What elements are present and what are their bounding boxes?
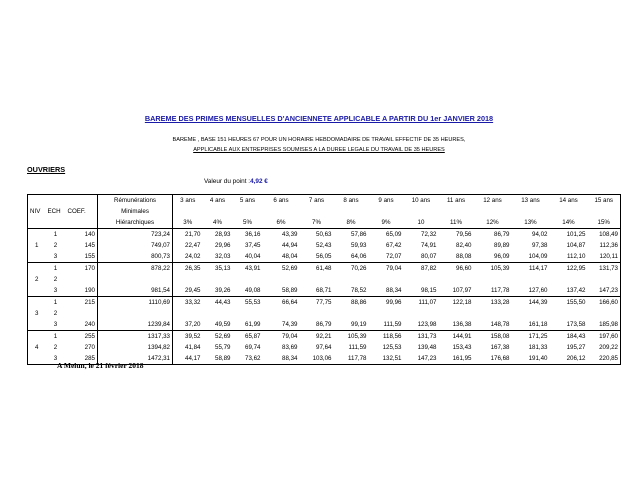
coef-cell: 240 <box>66 319 98 331</box>
premium-cell: 50,63 <box>316 231 332 238</box>
premium-cell: 87,82 <box>421 265 437 272</box>
premium-cell <box>550 308 588 319</box>
premium-cell: 61,48 <box>316 265 332 272</box>
premium-cell: 65,87 <box>245 333 261 340</box>
coef-cell: 145 <box>66 240 98 251</box>
premium-cell <box>173 308 203 319</box>
table-row <box>28 263 621 275</box>
header-years-12: 12 ans <box>474 195 512 207</box>
premium-cell: 72,07 <box>369 251 404 263</box>
point-value-line <box>204 178 268 185</box>
premium-cell: 117,78 <box>474 285 512 297</box>
premium-cell <box>233 308 263 319</box>
niv-cell: 4 <box>28 342 46 353</box>
header-blank <box>28 217 46 229</box>
premium-cell <box>369 308 404 319</box>
premium-cell <box>588 274 621 285</box>
point-value-label: Valeur du point : <box>204 178 251 185</box>
premium-cell: 66,64 <box>282 299 298 306</box>
premium-cell: 94,02 <box>532 231 548 238</box>
header-pct: 15% <box>588 217 621 229</box>
premium-cell: 136,38 <box>439 319 474 331</box>
premium-cell: 92,21 <box>316 333 332 340</box>
premium-cell: 88,08 <box>439 251 474 263</box>
header-row-percent <box>28 217 621 229</box>
premium-cell: 39,52 <box>185 333 201 340</box>
ech-cell: 2 <box>53 344 58 351</box>
header-rem-line2: Minimales <box>98 206 173 217</box>
premium-cell: 147,23 <box>404 353 439 365</box>
header-pct: 8% <box>334 217 369 229</box>
subtitle-base: BAREME , BASE 151 HEURES 67 POUR UN HORAIRE HEBDOMADAIRE DE TRAVAIL EFFECTIF DE 35 HEURES, <box>172 137 466 143</box>
header-pct: 10 <box>404 217 439 229</box>
niv-cell: 3 <box>28 308 46 319</box>
premium-cell: 49,59 <box>203 319 233 331</box>
premium-cell <box>588 308 621 319</box>
premium-cell: 58,89 <box>263 285 300 297</box>
premium-cell: 105,39 <box>490 265 510 272</box>
header-pct: 11% <box>439 217 474 229</box>
niv-cell: 2 <box>28 274 46 285</box>
premium-cell: 139,48 <box>417 344 437 351</box>
coef-cell <box>66 308 98 319</box>
premium-cell <box>300 274 334 285</box>
premium-cell: 49,08 <box>233 285 263 297</box>
premium-cell: 32,03 <box>203 251 233 263</box>
premium-cell <box>439 308 474 319</box>
rem-cell <box>98 308 173 319</box>
header-blank <box>474 206 512 217</box>
premium-cell: 74,91 <box>421 242 437 249</box>
premium-cell: 133,28 <box>490 299 510 306</box>
premium-cell: 161,95 <box>439 353 474 365</box>
header-pct: 3% <box>173 217 203 229</box>
rem-cell <box>98 274 173 285</box>
premium-cell: 39,26 <box>203 285 233 297</box>
premium-cell: 40,04 <box>233 251 263 263</box>
document-title: BAREME DES PRIMES MENSUELLES D'ANCIENNETE APPLICABLE A PARTIR DU 1er JANVIER 2018 <box>144 114 494 123</box>
header-years-3: 3 ans <box>173 195 203 207</box>
premium-cell: 79,04 <box>386 265 402 272</box>
coef-cell <box>66 274 98 285</box>
premium-cell: 64,06 <box>334 251 369 263</box>
header-pct: 6% <box>263 217 300 229</box>
header-niv: NIV <box>28 206 46 217</box>
premium-cell: 104,09 <box>512 251 550 263</box>
signature-line: A Melun, le 21 février 2018 <box>57 361 144 370</box>
premium-cell: 58,89 <box>203 353 233 365</box>
premium-cell <box>263 308 300 319</box>
header-years-14: 14 ans <box>550 195 588 207</box>
premium-cell: 28,93 <box>215 231 231 238</box>
premium-cell: 120,11 <box>588 251 621 263</box>
header-years-7: 7 ans <box>300 195 334 207</box>
premium-cell: 24,02 <box>173 251 203 263</box>
header-row-years <box>28 195 621 207</box>
section-heading: OUVRIERS <box>27 165 66 174</box>
header-years-11: 11 ans <box>439 195 474 207</box>
premium-cell: 209,22 <box>588 342 621 353</box>
header-years-13: 13 ans <box>512 195 550 207</box>
premium-cell: 220,85 <box>588 353 621 365</box>
header-blank <box>439 206 474 217</box>
header-coef: COEF. <box>66 206 98 217</box>
premium-cell: 184,43 <box>566 333 586 340</box>
rem-cell: 1472,31 <box>98 353 173 365</box>
premium-cell: 29,45 <box>173 285 203 297</box>
premium-cell: 52,69 <box>282 265 298 272</box>
header-blank <box>334 206 369 217</box>
header-pct: 12% <box>474 217 512 229</box>
header-blank <box>300 206 334 217</box>
premium-cell <box>334 308 369 319</box>
header-blank <box>173 206 203 217</box>
header-blank <box>46 195 66 207</box>
niv-cell <box>28 353 46 365</box>
premium-cell: 185,98 <box>588 319 621 331</box>
premium-cell: 176,68 <box>474 353 512 365</box>
premium-cell: 122,18 <box>452 299 472 306</box>
premium-cell <box>300 308 334 319</box>
premium-cell: 48,04 <box>263 251 300 263</box>
premium-cell <box>203 308 233 319</box>
coef-cell: 255 <box>66 331 98 343</box>
premium-cell: 43,39 <box>282 231 298 238</box>
ech-cell: 3 <box>46 251 66 263</box>
premium-cell: 181,33 <box>528 344 548 351</box>
coef-cell: 155 <box>66 251 98 263</box>
premium-cell: 98,15 <box>404 285 439 297</box>
niv-cell <box>28 263 46 275</box>
premium-cell: 114,17 <box>529 265 548 272</box>
premium-cell: 111,59 <box>348 344 367 351</box>
table-row <box>28 285 621 297</box>
header-ech: ECH <box>47 208 61 215</box>
ech-cell: 1 <box>53 299 58 306</box>
header-blank <box>369 206 404 217</box>
premium-cell: 33,32 <box>185 299 201 306</box>
premium-cell: 43,91 <box>245 265 261 272</box>
premium-cell <box>512 274 550 285</box>
header-years-9: 9 ans <box>369 195 404 207</box>
premium-cell <box>233 274 263 285</box>
premium-cell: 118,56 <box>383 333 402 340</box>
coef-cell: 270 <box>66 342 98 353</box>
table-row <box>28 274 621 285</box>
header-years-8: 8 ans <box>334 195 369 207</box>
premium-cell: 148,78 <box>474 319 512 331</box>
header-row-labels <box>28 206 621 217</box>
premium-cell: 117,78 <box>334 353 369 365</box>
premium-cell <box>404 308 439 319</box>
header-blank <box>550 206 588 217</box>
premium-cell: 74,39 <box>263 319 300 331</box>
premium-cell: 111,59 <box>369 319 404 331</box>
niv-cell: 1 <box>28 240 46 251</box>
premium-cell: 77,75 <box>316 299 332 306</box>
premium-cell: 68,71 <box>300 285 334 297</box>
premium-cell: 83,69 <box>282 344 298 351</box>
header-pct: 4% <box>203 217 233 229</box>
premium-cell: 125,53 <box>382 344 402 351</box>
rem-cell: 749,07 <box>98 240 173 251</box>
ech-cell: 1 <box>53 333 58 340</box>
ech-cell: 1 <box>53 231 58 238</box>
premium-cell: 173,58 <box>550 319 588 331</box>
rem-cell: 1239,84 <box>98 319 173 331</box>
premium-cell: 88,86 <box>351 299 367 306</box>
premium-cell: 56,05 <box>300 251 334 263</box>
header-blank <box>66 217 98 229</box>
rem-cell: 723,24 <box>98 229 173 241</box>
premium-cell: 55,53 <box>245 299 261 306</box>
premium-cell: 155,50 <box>566 299 586 306</box>
premium-cell: 61,99 <box>233 319 263 331</box>
subtitle-scope: APPLICABLE AUX ENTREPRISES SOUMISES A LA DUREE LEGALE DU TRAVAIL DE 35 HEURES <box>193 147 445 153</box>
premium-cell: 37,20 <box>173 319 203 331</box>
premium-cell: 52,43 <box>316 242 332 249</box>
niv-cell <box>28 285 46 297</box>
ech-cell: 2 <box>53 276 58 283</box>
ech-cell: 3 <box>46 353 66 365</box>
premium-cell: 108,49 <box>588 229 621 241</box>
header-years-10: 10 ans <box>404 195 439 207</box>
premium-cell: 97,38 <box>532 242 548 249</box>
header-years-4: 4 ans <box>203 195 233 207</box>
rem-cell: 1394,82 <box>98 342 173 353</box>
coef-cell: 170 <box>66 263 98 275</box>
header-years-6: 6 ans <box>263 195 300 207</box>
premium-cell: 65,09 <box>386 231 402 238</box>
premium-cell: 88,34 <box>263 353 300 365</box>
premium-cell: 57,86 <box>351 231 367 238</box>
premium-cell: 153,43 <box>452 344 472 351</box>
premium-cell: 132,51 <box>369 353 404 365</box>
premium-cell: 105,39 <box>347 333 367 340</box>
niv-cell <box>28 297 46 309</box>
premium-cell: 147,23 <box>588 285 621 297</box>
premium-cell: 111,07 <box>418 299 437 306</box>
premium-cell: 72,32 <box>421 231 437 238</box>
premium-cell <box>334 274 369 285</box>
ech-cell: 1 <box>53 265 58 272</box>
premium-cell: 44,94 <box>282 242 298 249</box>
header-years-5: 5 ans <box>233 195 263 207</box>
premium-cell: 103,06 <box>300 353 334 365</box>
table-row <box>28 308 621 319</box>
premium-cell: 171,25 <box>528 333 548 340</box>
premium-cell: 104,87 <box>566 242 586 249</box>
premium-cell: 195,27 <box>566 344 586 351</box>
premium-cell: 44,43 <box>215 299 231 306</box>
premium-cell: 122,95 <box>566 265 586 272</box>
premium-cell: 96,60 <box>456 265 472 272</box>
premium-cell: 99,96 <box>386 299 402 306</box>
table-row <box>28 297 621 309</box>
table-row <box>28 251 621 263</box>
premium-cell: 161,18 <box>512 319 550 331</box>
premium-cell: 78,52 <box>334 285 369 297</box>
premium-cell: 79,04 <box>282 333 298 340</box>
premium-cell: 69,74 <box>245 344 261 351</box>
premium-cell: 131,73 <box>417 333 437 340</box>
header-pct: 7% <box>300 217 334 229</box>
premium-cell: 123,98 <box>404 319 439 331</box>
table-row <box>28 240 621 251</box>
premium-cell: 206,12 <box>550 353 588 365</box>
ech-cell: 3 <box>46 319 66 331</box>
premium-cell: 35,13 <box>215 265 231 272</box>
premium-cell: 131,73 <box>588 263 621 275</box>
premium-cell: 55,79 <box>215 344 231 351</box>
premium-cell: 112,36 <box>588 240 621 251</box>
table-row <box>28 229 621 241</box>
premium-cell: 44,17 <box>173 353 203 365</box>
premium-cell <box>173 274 203 285</box>
premium-cell <box>404 274 439 285</box>
header-pct: 14% <box>550 217 588 229</box>
premium-cell: 112,10 <box>550 251 588 263</box>
rem-cell: 800,73 <box>98 251 173 263</box>
premium-cell: 96,09 <box>474 251 512 263</box>
premium-cell: 166,60 <box>588 297 621 309</box>
premium-cell: 59,93 <box>351 242 367 249</box>
ech-cell: 3 <box>46 285 66 297</box>
premium-cell: 88,34 <box>369 285 404 297</box>
premium-cell <box>369 274 404 285</box>
premium-cell: 107,97 <box>439 285 474 297</box>
premium-cell: 86,79 <box>300 319 334 331</box>
premium-cell <box>203 274 233 285</box>
premium-cell: 26,35 <box>185 265 201 272</box>
premium-cell: 127,60 <box>512 285 550 297</box>
coef-cell: 285 <box>66 353 98 365</box>
premium-cell: 73,62 <box>233 353 263 365</box>
ech-cell: 2 <box>53 310 58 317</box>
premium-cell: 21,70 <box>185 231 201 238</box>
header-blank <box>263 206 300 217</box>
niv-cell <box>28 251 46 263</box>
premium-cell: 29,96 <box>215 242 231 249</box>
header-pct: 5% <box>233 217 263 229</box>
premium-cell: 191,40 <box>512 353 550 365</box>
niv-cell <box>28 331 46 343</box>
premium-cell: 41,84 <box>185 344 201 351</box>
premium-cell: 89,89 <box>494 242 510 249</box>
premium-cell: 97,64 <box>316 344 332 351</box>
premium-cell: 144,91 <box>452 333 472 340</box>
premium-cell: 37,45 <box>245 242 261 249</box>
niv-cell <box>28 319 46 331</box>
table-row <box>28 342 621 353</box>
header-blank <box>203 206 233 217</box>
premium-cell <box>439 274 474 285</box>
premium-cell: 36,16 <box>245 231 261 238</box>
header-pct: 9% <box>369 217 404 229</box>
premium-cell <box>512 308 550 319</box>
premium-cell <box>474 308 512 319</box>
header-blank <box>233 206 263 217</box>
premium-table <box>27 194 621 365</box>
header-blank <box>28 195 46 207</box>
rem-cell: 1110,69 <box>98 297 173 309</box>
premium-cell: 167,38 <box>490 344 510 351</box>
premium-cell: 101,25 <box>566 231 586 238</box>
premium-cell <box>474 274 512 285</box>
header-blank <box>66 195 98 207</box>
rem-cell: 981,54 <box>98 285 173 297</box>
ech-cell: 2 <box>53 242 58 249</box>
point-value: 4,92 € <box>250 178 268 185</box>
coef-cell: 140 <box>66 229 98 241</box>
premium-cell: 67,42 <box>386 242 402 249</box>
premium-cell: 52,69 <box>215 333 231 340</box>
table-row <box>28 331 621 343</box>
rem-cell: 1317,33 <box>98 331 173 343</box>
header-blank <box>512 206 550 217</box>
premium-cell: 158,08 <box>490 333 510 340</box>
premium-cell: 137,42 <box>550 285 588 297</box>
premium-cell: 144,39 <box>528 299 548 306</box>
premium-cell <box>263 274 300 285</box>
header-rem-line3: Hiérarchiques <box>98 217 173 229</box>
premium-cell: 80,07 <box>404 251 439 263</box>
header-pct: 13% <box>512 217 550 229</box>
premium-cell: 99,19 <box>334 319 369 331</box>
header-rem-line1: Rémunérations <box>98 195 173 207</box>
rem-cell: 878,22 <box>98 263 173 275</box>
header-blank <box>588 206 621 217</box>
header-blank <box>46 217 66 229</box>
table-row <box>28 319 621 331</box>
premium-cell: 79,56 <box>456 231 472 238</box>
header-years-15: 15 ans <box>588 195 621 207</box>
premium-cell: 22,47 <box>185 242 201 249</box>
coef-cell: 190 <box>66 285 98 297</box>
header-blank <box>404 206 439 217</box>
premium-cell <box>550 274 588 285</box>
niv-cell <box>28 229 46 241</box>
premium-cell: 86,79 <box>494 231 510 238</box>
coef-cell: 215 <box>66 297 98 309</box>
premium-cell: 70,26 <box>351 265 367 272</box>
premium-cell: 197,60 <box>588 331 621 343</box>
premium-cell: 82,40 <box>456 242 472 249</box>
